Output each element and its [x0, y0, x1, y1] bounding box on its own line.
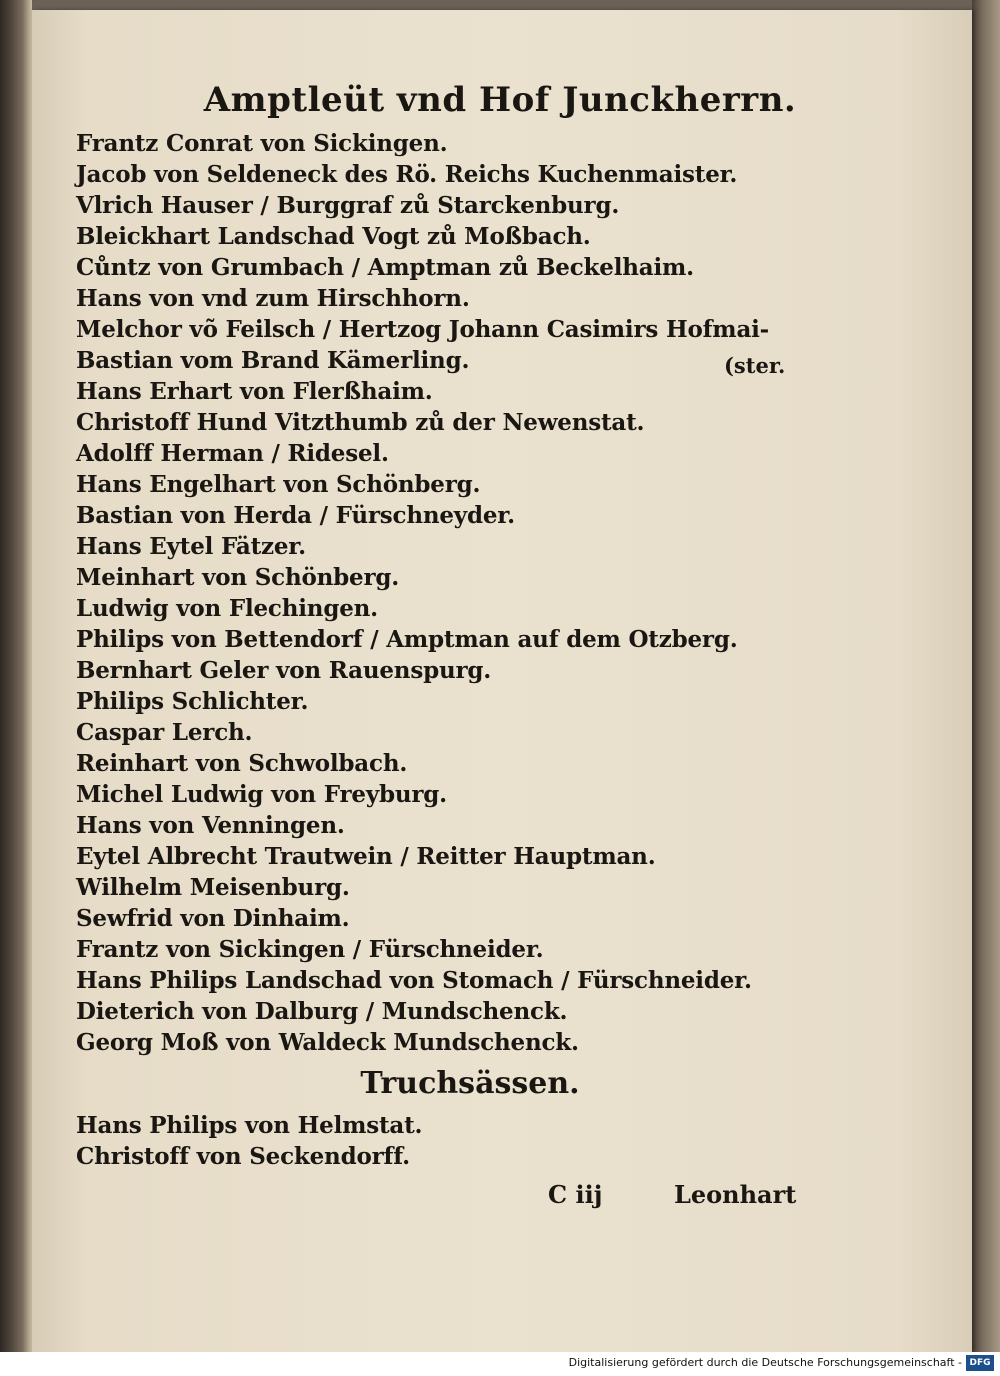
- list-entry: Jacob von Seldeneck des Rö. Reichs Kuchenmaister.: [76, 161, 738, 188]
- list-entry: Christoff Hund Vitzthumb zů der Newenstat.: [76, 409, 645, 436]
- list-entry: Cůntz von Grumbach / Amptman zů Beckelhaim.: [76, 254, 694, 281]
- section-list: [76, 1110, 422, 1172]
- list-entry: Hans Erhart von Flerßhaim.: [76, 378, 433, 405]
- list-entry: Hans von vnd zum Hirschhorn.: [76, 285, 470, 312]
- list-entry: Georg Moß von Waldeck Mundschenck.: [76, 1029, 579, 1056]
- list-entry: Meinhart von Schönberg.: [76, 564, 400, 591]
- list-entry: Frantz von Sickingen / Fürschneider.: [76, 936, 544, 963]
- list-entry: Frantz Conrat von Sickingen.: [76, 130, 448, 157]
- list-entry: Bleickhart Landschad Vogt zů Moßbach.: [76, 223, 591, 250]
- footer-credit: Digitalisierung gefördert durch die Deutsche Forschungsgemeinschaft -: [568, 1356, 962, 1369]
- list-entry: Philips Schlichter.: [76, 688, 309, 715]
- list-entry: Bastian von Herda / Fürschneyder.: [76, 502, 515, 529]
- list-entry: Hans Eytel Fätzer.: [76, 533, 306, 560]
- list-entry: Hans Engelhart von Schönberg.: [76, 471, 481, 498]
- list-entry: Reinhart von Schwolbach.: [76, 750, 408, 777]
- page-stack-edge: [972, 0, 1000, 1352]
- list-entry: Melchor võ Feilsch / Hertzog Johann Casimirs Hofmai-: [76, 316, 770, 343]
- list-entry: Caspar Lerch.: [76, 719, 253, 746]
- footer-bar: [0, 1352, 1000, 1376]
- list-entry: Hans Philips Landschad von Stomach / Fürschneider.: [76, 967, 752, 994]
- list-entry: Hans von Venningen.: [76, 812, 345, 839]
- official-list: [76, 128, 806, 1058]
- list-entry: Wilhelm Meisenburg.: [76, 874, 350, 901]
- list-entry: Bastian vom Brand Kämerling.: [76, 347, 470, 374]
- page-heading: Amptleüt vnd Hof Junckherrn.: [203, 80, 797, 120]
- list-entry: Dieterich von Dalburg / Mundschenck.: [76, 998, 568, 1025]
- catchword: Leonhart: [674, 1180, 797, 1209]
- section-heading: Truchsässen.: [360, 1066, 580, 1101]
- line-continuation: (ster.: [724, 353, 786, 378]
- book-binding-edge: [0, 0, 32, 1352]
- list-entry: Ludwig von Flechingen.: [76, 595, 378, 622]
- dfg-logo: DFG: [966, 1355, 994, 1371]
- list-entry: Christoff von Seckendorff.: [76, 1143, 410, 1170]
- signature-mark: C iij: [548, 1180, 603, 1209]
- list-entry: Sewfrid von Dinhaim.: [76, 905, 350, 932]
- list-entry: Bernhart Geler von Rauenspurg.: [76, 657, 492, 684]
- list-entry: Vlrich Hauser / Burggraf zů Starckenburg.: [76, 192, 620, 219]
- list-entry: Adolff Herman / Ridesel.: [76, 440, 389, 467]
- list-entry: Hans Philips von Helmstat.: [76, 1112, 423, 1139]
- list-entry: Philips von Bettendorf / Amptman auf dem Otzberg.: [76, 626, 738, 653]
- list-entry: Michel Ludwig von Freyburg.: [76, 781, 447, 808]
- list-entry: Eytel Albrecht Trautwein / Reitter Hauptman.: [76, 843, 656, 870]
